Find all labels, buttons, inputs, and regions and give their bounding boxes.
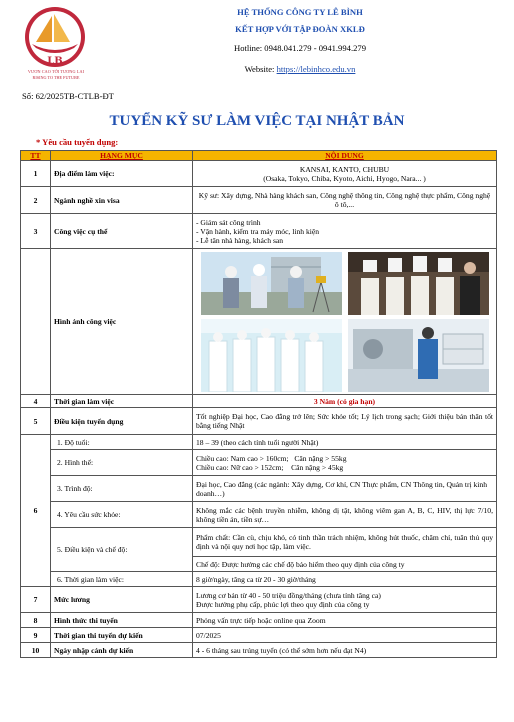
row-content (193, 161, 497, 187)
row-sublabel: 5. Điều kiện và chế độ: (51, 528, 193, 572)
height-weight-male: Chiều cao: Nam cao > 160cm; Cân nặng > 55kg (196, 453, 347, 463)
table-row (21, 528, 497, 557)
row-content: 18 – 39 (theo cách tính tuổi người Nhật) (193, 435, 497, 450)
table-row (21, 249, 497, 395)
row-number: 2 (21, 187, 51, 214)
row-number: 1 (21, 161, 51, 187)
table-row (21, 187, 497, 214)
row-content: Phẩm chất: Cần cù, chịu khó, có tinh thần trách nhiệm, không hút thuốc, chăm chỉ, tuân thủ quy định và nội quy nơi học tập, làm việc. (193, 528, 497, 557)
factory-workers-photo (201, 319, 342, 392)
company-logo (22, 6, 88, 68)
row-content (193, 214, 497, 249)
table-row (21, 214, 497, 249)
row-label: Ngày nhập cảnh dự kiến (51, 643, 193, 658)
row-content: Không mắc các bệnh truyền nhiễm, không dị tật, không viêm gan A, B, C, HIV, thị lực 7/10, không tiền án, tiền sự… (193, 502, 497, 528)
row-sublabel: 1. Độ tuổi: (51, 435, 193, 450)
table-row (21, 502, 497, 528)
row-label: Hình ảnh công việc (51, 249, 193, 395)
salary-benefits: Được hưởng phụ cấp, phúc lợi theo quy định của công ty (196, 599, 370, 609)
row-number: 9 (21, 628, 51, 643)
row-label: Địa điểm làm việc: (51, 161, 193, 187)
hotline: Hotline: 0948.041.279 - 0941.994.279 (233, 43, 366, 53)
table-row (21, 450, 497, 476)
row-label: Thời gian thi tuyển dự kiến (51, 628, 193, 643)
row-label: Công việc cụ thể (51, 214, 193, 249)
row-content: Phỏng vấn trực tiếp hoặc online qua Zoom (193, 613, 497, 628)
row-label: Điều kiện tuyển dụng (51, 408, 193, 435)
table-row (21, 395, 497, 408)
row-content: 4 - 6 tháng sau trúng tuyển (có thể sớm hơn nếu đạt N4) (193, 643, 497, 658)
row-content: 3 Năm (có gia hạn) (193, 395, 497, 408)
row-content: Đại học, Cao đẳng (các ngành: Xây dựng, Cơ khí, CN Thực phẩm, CN Thông tin, Quản trị kinh doanh…) (193, 476, 497, 502)
table-row (21, 643, 497, 658)
location-regions: KANSAI, KANTO, CHUBU (299, 164, 390, 174)
row-label: Hình thức thi tuyển (51, 613, 193, 628)
row-content (193, 450, 497, 476)
row-sublabel: 2. Hình thể: (51, 450, 193, 476)
website-label: Website: (244, 64, 275, 74)
logo-tagline-vi: VƯƠN CAO TỚI TƯƠNG LAI (27, 69, 85, 74)
row-number: 7 (21, 587, 51, 613)
requirements-label: * Yêu cầu tuyển dụng: (36, 137, 119, 147)
row-number: 4 (21, 395, 51, 408)
task-item: - Vận hành, kiểm tra máy móc, linh kiện (196, 226, 320, 236)
row-number: 6 (21, 435, 51, 587)
svg-text:LB: LB (47, 56, 63, 67)
task-item: - Lễ tân nhà hàng, khách san (196, 235, 284, 245)
website-line (120, 64, 480, 74)
company-partner: KẾT HỢP VỚI TẬP ĐOÀN XKLĐ (235, 24, 365, 34)
row-content: Kỹ sư: Xây dựng, Nhà hàng khách san, Công nghệ thông tin, Công nghệ thực phẩm, Công nghệ ô tô,... (193, 187, 497, 214)
row-content: Chế độ: Được hưởng các chế độ bảo hiểm theo quy định của công ty (193, 557, 497, 572)
logo-tagline-en: RISING TO THE FUTURE (32, 75, 80, 80)
table-row (21, 408, 497, 435)
row-content: Tốt nghiệp Đại học, Cao đẳng trở lên; Sức khỏe tốt; Lý lịch trong sạch; Giới thiệu bản thân tốt bằng tiếng Nhật (193, 408, 497, 435)
row-content (193, 587, 497, 613)
row-number (21, 249, 51, 395)
row-label: Mức lương (51, 587, 193, 613)
header-content: NỘI DUNG (193, 151, 497, 161)
website-link[interactable]: https://lebinhco.edu.vn (276, 64, 356, 74)
row-images (193, 249, 497, 395)
table-row (21, 628, 497, 643)
task-item: - Giám sát công trình (196, 217, 261, 227)
row-number: 5 (21, 408, 51, 435)
table-row (21, 572, 497, 587)
construction-engineers-photo (201, 252, 342, 315)
machinery-operator-photo (348, 319, 489, 392)
table-row (21, 613, 497, 628)
header-item: HẠNG MỤC (51, 151, 193, 161)
row-number: 3 (21, 214, 51, 249)
chefs-photo (348, 252, 489, 315)
table-header-row (21, 151, 497, 161)
row-number: 10 (21, 643, 51, 658)
row-label: Ngành nghề xin visa (51, 187, 193, 214)
table-row (21, 476, 497, 502)
header-tt: TT (21, 151, 51, 161)
row-sublabel: 3. Trình độ: (51, 476, 193, 502)
table-row (21, 587, 497, 613)
page-title: TUYỂN KỸ SƯ LÀM VIỆC TẠI NHẬT BẢN (109, 113, 405, 129)
table-row (21, 435, 497, 450)
document-number: Số: 62/2025TB-CTLB-ĐT (22, 91, 114, 101)
location-cities: (Osaka, Tokyo, Chiba, Kyoto, Aichi, Hyogo, Nara... ) (263, 173, 426, 183)
row-number: 8 (21, 613, 51, 628)
company-name: HỆ THỐNG CÔNG TY LÊ BÌNH (237, 7, 363, 17)
table-row (21, 161, 497, 187)
row-content: 07/2025 (193, 628, 497, 643)
row-sublabel: 6. Thời gian làm việc: (51, 572, 193, 587)
height-weight-female: Chiều cao: Nữ cao > 152cm; Cân nặng > 45kg (196, 462, 344, 472)
requirements-table (20, 150, 497, 658)
salary-base: Lương cơ bản từ 40 - 50 triệu đồng/tháng (chưa tính tăng ca) (196, 590, 381, 600)
row-content: 8 giờ/ngày, tăng ca từ 20 - 30 giờ/tháng (193, 572, 497, 587)
row-label: Thời gian làm việc (51, 395, 193, 408)
row-sublabel: 4. Yêu cầu sức khỏe: (51, 502, 193, 528)
